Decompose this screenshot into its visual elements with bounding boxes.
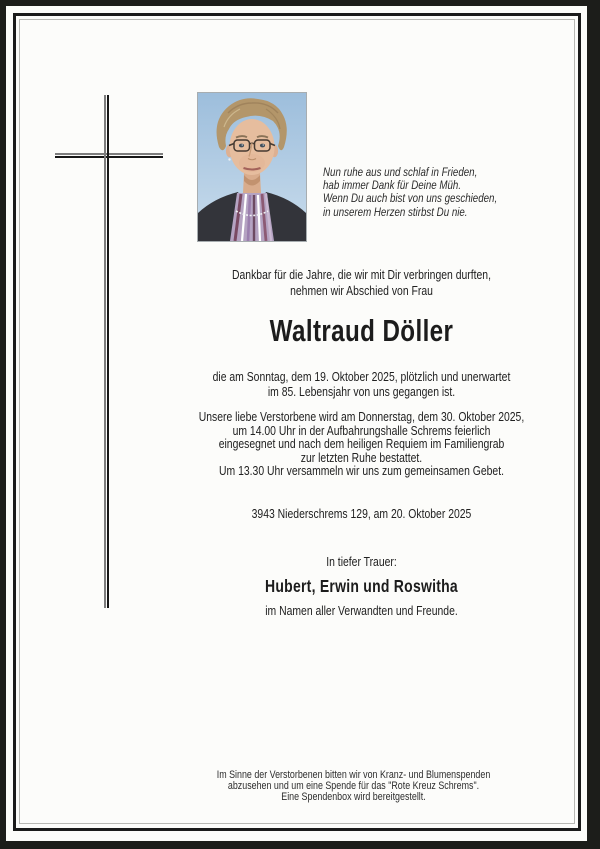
cross-horizontal-bar xyxy=(55,153,163,158)
funeral-line: Unsere liebe Verstorbene wird am Donnerstag, dem 30. Oktober 2025, xyxy=(198,409,525,424)
death-notice-line: im 85. Lebensjahr von uns gegangen ist. xyxy=(267,384,456,400)
portrait-photo-illustration xyxy=(198,93,306,241)
funeral-info xyxy=(176,410,546,478)
funeral-line: eingesegnet und nach dem heiligen Requiem im Familiengrab xyxy=(218,436,505,452)
funeral-line: um 14.00 Uhr in der Aufbahrungshalle Schrems feierlich xyxy=(232,422,491,438)
intro-text xyxy=(176,267,546,298)
memorial-poem xyxy=(323,166,541,219)
death-notice-line: die am Sonntag, dem 19. Oktober 2025, plötzlich und unerwartet xyxy=(212,369,511,384)
poem-line: Wenn Du auch bist von uns geschieden, xyxy=(323,192,498,206)
poem-line: in unserem Herzen stirbst Du nie. xyxy=(323,205,468,219)
portrait-photo xyxy=(197,92,307,242)
donation-line: abzusehen und um eine Spende für das "Rote Kreuz Schrems". xyxy=(227,780,480,792)
donation-note xyxy=(157,770,549,803)
mourners-scope: im Namen aller Verwandten und Freunde. xyxy=(265,603,458,618)
cross-vertical-bar xyxy=(104,95,109,608)
poem-line: Nun ruhe aus und schlaf in Frieden, xyxy=(323,166,478,179)
intro-line: nehmen wir Abschied von Frau xyxy=(290,282,433,298)
funeral-line: zur letzten Ruhe bestattet. xyxy=(300,449,423,465)
donation-line: Im Sinne der Verstorbenen bitten wir von Kranz- und Blumenspenden xyxy=(216,769,491,781)
poem-line: hab immer Dank für Deine Müh. xyxy=(323,179,462,193)
intro-line: Dankbar für die Jahre, die wir mit Dir verbringen durften, xyxy=(232,267,491,282)
place-date: 3943 Niederschrems 129, am 20. Oktober 2025 xyxy=(251,506,472,521)
funeral-line: Um 13.30 Uhr versammeln wir uns zum gemeinsamen Gebet. xyxy=(219,463,504,479)
mourners-names: Hubert, Erwin und Roswitha xyxy=(265,576,458,596)
death-notice xyxy=(176,369,546,399)
donation-line: Eine Spendenbox wird bereitgestellt. xyxy=(281,791,426,803)
deceased-name: Waltraud Döller xyxy=(269,313,454,348)
mourning-label: In tiefer Trauer: xyxy=(326,554,397,569)
